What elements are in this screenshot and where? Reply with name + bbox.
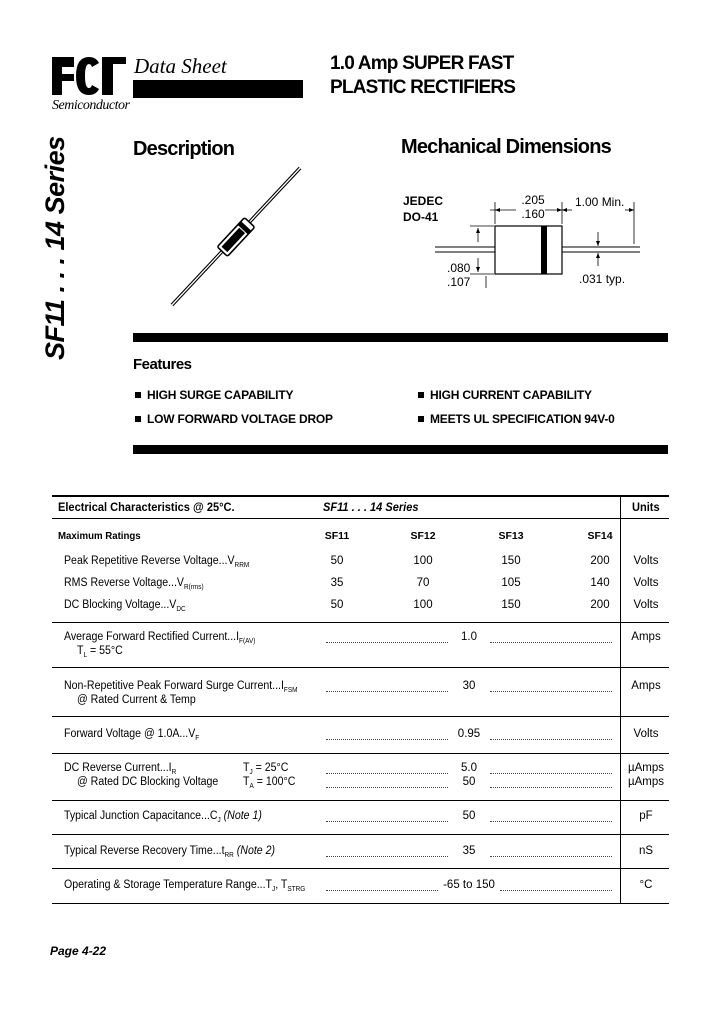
leader-dots [326,787,448,788]
leader-dots [490,787,612,788]
feature-text: LOW FORWARD VOLTAGE DROP [147,412,333,426]
cell-value: 50 [462,776,476,788]
row-label [64,845,275,859]
cond-label: T [243,762,250,774]
row-label-text: Average Forward Rectified Current...I [64,631,240,643]
leader-dots [500,890,612,891]
table-rule [52,667,669,668]
bullet-icon [418,416,424,422]
feature-text: MEETS UL SPECIFICATION 94V-0 [430,412,615,426]
row-condition: @ Rated Current & Temp [77,694,196,706]
cell-value: 105 [501,577,521,589]
row-label-text: DC Blocking Voltage...V [64,599,177,611]
row-label [64,879,305,893]
feature-item [135,388,293,402]
leader-dots [490,642,612,643]
package-text: DO-41 [403,210,439,224]
row-label [64,631,255,645]
cell-unit: Amps [631,680,661,692]
part-header: SF12 [410,530,436,542]
cell-unit: µAmps [627,776,665,788]
row-note: (Note 2) [236,845,276,857]
mechanical-heading: Mechanical Dimensions [401,136,611,158]
cell-unit: Volts [633,577,659,589]
row-condition [77,645,123,659]
part-header: SF11 [324,530,350,542]
cell-value: 140 [590,577,610,589]
body-dia-dim [447,261,470,289]
cond-value: = 100°C [253,776,296,788]
units-column-divider [620,495,621,904]
cell-value: 100 [413,555,433,567]
jedec-text: JEDEC [403,194,444,208]
table-rule [52,800,669,801]
cell-unit: nS [638,845,654,857]
leader-dots [490,773,612,774]
lead-dia-dim: .031 typ. [579,272,626,286]
cell-value: 50 [330,555,344,567]
leader-dots [490,856,612,857]
cond-sub: L [83,652,88,659]
row-label-sub: F(AV) [239,638,256,645]
table-rule [52,518,669,519]
features-heading: Features [133,356,192,373]
row-label-text: Non-Repetitive Peak Forward Surge Current...I [64,680,284,692]
cell-value: 100 [413,599,433,611]
temp-condition-2 [243,776,295,790]
cell-value: 200 [590,599,610,611]
leader-dots [326,691,448,692]
row-label-text: Typical Junction Capacitance...C [64,810,218,822]
cell-unit: µAmps [627,762,665,774]
leader-dots [490,739,612,740]
leader-dots [326,739,448,740]
cell-value: 200 [590,555,610,567]
page-number: Page 4-22 [50,944,107,958]
leader-dots [326,773,448,774]
bullet-icon [135,392,141,398]
fci-logo [52,55,126,97]
feature-text: HIGH CURRENT CAPABILITY [430,388,592,402]
row-label-text: Forward Voltage @ 1.0A...V [64,728,196,740]
row-label-sub: FSM [283,687,298,694]
row-note: (Note 1) [223,810,262,822]
body-dia-min: .080 [447,261,471,275]
row-label [64,810,262,824]
lead-length-dim: 1.00 Min. [575,195,625,209]
row-label-sub: RRM [234,562,250,569]
bullet-icon [418,392,424,398]
row-label-sub: DC [176,606,186,613]
table-top-rule [52,495,669,497]
row-label-mid: , T [275,879,288,891]
cell-value: 35 [330,577,344,589]
cond-value: = 55°C [87,645,123,657]
header-bar [133,80,303,98]
leader-dots [490,691,612,692]
cell-unit: pF [639,810,653,822]
cell-unit: Volts [633,555,659,567]
cell-value: -65 to 150 [443,879,495,891]
part-header: SF14 [587,530,613,542]
leader-dots [326,856,448,857]
leader-dots [326,642,448,643]
row-label [64,762,176,776]
cond-sub: J [249,769,253,776]
row-label [64,577,204,591]
table-bottom-rule [52,903,669,904]
row-label [64,728,199,742]
row-label-sub: R [171,769,177,776]
part-header: SF13 [498,530,524,542]
cell-value: 5.0 [461,762,477,774]
cell-unit: Amps [631,631,661,643]
side-series-title: SF11 . . . 14 Series [40,136,70,360]
doc-type: Data Sheet [134,54,227,78]
row-label-text: Peak Repetitive Reverse Voltage...V [64,555,235,567]
cond-label: T [243,776,250,788]
table-header-series: SF11 . . . 14 Series [323,500,419,514]
row-label-sub: STRG [287,886,306,893]
feature-item [418,412,615,426]
row-label-text: Typical Reverse Recovery Time...t [64,845,225,857]
cell-value: 0.95 [457,728,481,740]
feature-item [135,412,333,426]
feature-item [418,388,592,402]
row-label-sub: RR [224,852,234,859]
title-line-2: PLASTIC RECTIFIERS [330,77,516,98]
table-header-units: Units [632,500,660,514]
row-label-sub: F [195,735,200,742]
title-line-1: 1.0 Amp SUPER FAST [330,53,514,74]
row-label-text: DC Reverse Current...I [64,762,172,774]
section-rule-top [133,333,668,342]
cond-label: T [77,645,84,657]
cell-value: 50 [330,599,344,611]
cell-unit: Volts [633,599,659,611]
body-length-dim [505,193,561,221]
table-rule [52,834,669,835]
row-label-text: RMS Reverse Voltage...V [64,577,184,589]
table-rule [52,622,669,623]
row-label [64,599,186,613]
row-label [64,680,298,694]
cell-value: 30 [462,680,476,692]
cell-value: 50 [462,810,476,822]
cond-sub: A [249,783,254,790]
leader-dots [326,890,438,891]
row-label-sub: J [217,817,221,824]
feature-text: HIGH SURGE CAPABILITY [147,388,294,402]
cell-value: 35 [462,845,476,857]
table-rule [52,753,669,754]
cond-value: = 25°C [252,762,289,774]
row-label-sub: J [272,886,276,893]
cell-unit: °C [639,879,653,891]
cell-value: 150 [501,599,521,611]
diode-illustration [160,160,310,310]
table-rule [52,868,669,869]
cell-value: 70 [416,577,430,589]
fci-logo-mark [52,55,126,97]
table-header-left: Electrical Characteristics @ 25°C. [58,500,235,514]
table-rule [52,716,669,717]
row-label-text: Operating & Storage Temperature Range...T [64,879,273,891]
temp-condition-1 [243,762,288,776]
leader-dots [326,821,448,822]
body-length-max: .205 [521,193,545,207]
leader-dots [490,821,612,822]
max-ratings-label: Maximum Ratings [58,530,141,542]
body-dia-max: .107 [447,275,471,289]
row-label [64,555,249,569]
brand-subtitle: Semiconductor [52,98,130,113]
row-condition: @ Rated DC Blocking Voltage [77,776,219,788]
row-label-sub: R(rms) [183,584,204,591]
page-title [330,52,515,100]
body-length-min: .160 [521,207,545,221]
cell-unit: Volts [633,728,659,740]
bullet-icon [135,416,141,422]
section-rule-bottom [133,445,668,454]
cell-value: 150 [501,555,521,567]
cell-value: 1.0 [461,631,477,643]
description-heading: Description [133,138,235,160]
